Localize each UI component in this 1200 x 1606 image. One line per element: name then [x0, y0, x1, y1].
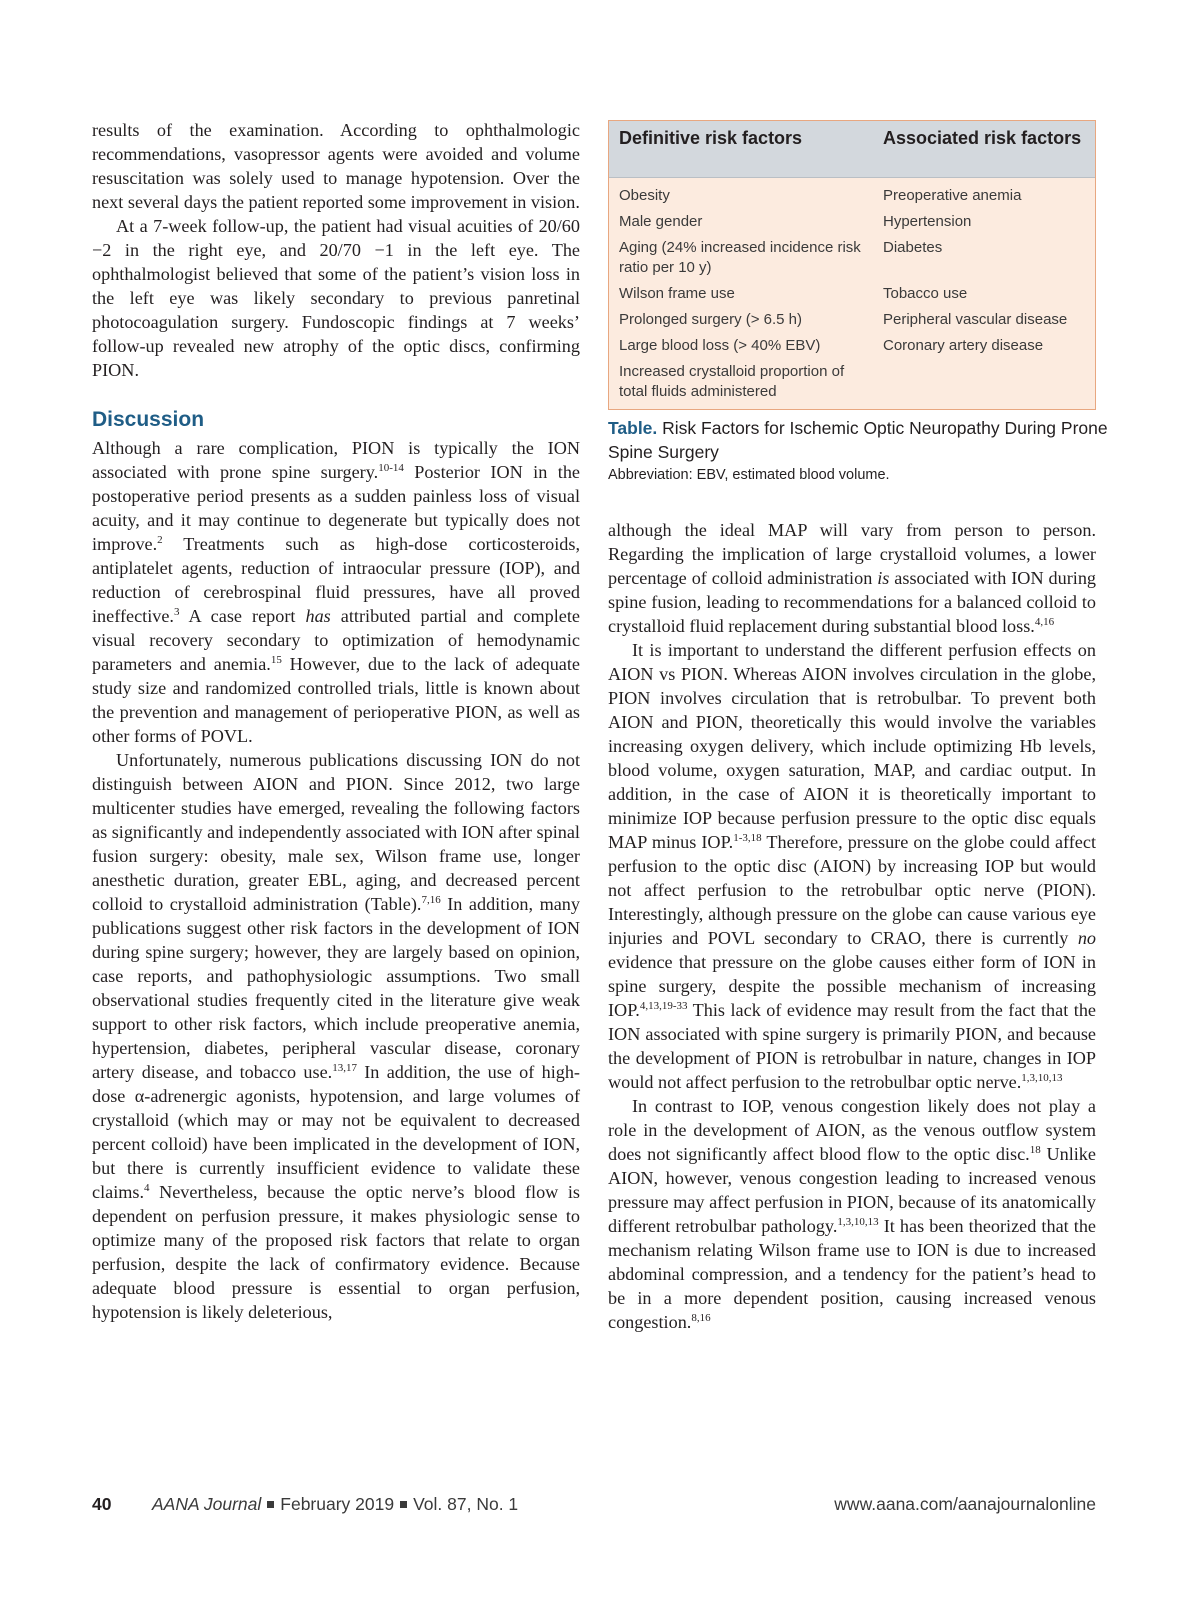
associated-risk-factor: Peripheral vascular disease	[883, 311, 1068, 328]
citation: 4,16	[1034, 616, 1055, 628]
table-abbreviation-note: Abbreviation: EBV, estimated blood volume.	[608, 467, 890, 483]
table-body	[609, 178, 1095, 406]
definitive-risk-factor: Aging (24% increased incidence risk ratio per 10 y)	[619, 239, 861, 276]
citation: 2	[157, 534, 163, 546]
citation: 8,16	[691, 1312, 711, 1324]
associated-risk-factor: Diabetes	[883, 239, 943, 256]
citation: 4	[144, 1182, 150, 1194]
citation: 4,13,19-33	[639, 1000, 688, 1012]
journal-citation	[152, 1494, 518, 1515]
associated-risk-factor: Tobacco use	[883, 285, 968, 302]
citation: 18	[1029, 1144, 1041, 1156]
table-caption	[608, 416, 1108, 464]
left-column	[92, 118, 580, 1324]
definitive-risk-factor: Obesity	[619, 187, 670, 204]
definitive-risk-factor: Increased crystalloid proportion of total fluids administered	[619, 363, 845, 400]
associated-risk-factor: Hypertension	[883, 213, 972, 230]
page-footer	[92, 1494, 1096, 1520]
associated-risk-factor: Preoperative anemia	[883, 187, 1022, 204]
citation: 15	[270, 654, 282, 666]
table-row	[609, 184, 1095, 210]
paragraph: Unfortunately, numerous publications discussing ION do not distinguish between AION and PION. Since 2012, two large multicenter studies have emerged, revealing the following factors as significantly and independently associated with ION after spinal fusion surgery: obesity, male sex, Wilson frame use, longer anesthetic duration, greater EBL, aging, and decreased percent colloid to crystalloid administration (Table).$^{7,16}$ In addition, many publications suggest other risk factors in the development of ION during spine surgery; however, they are largely based on opinion, case reports, and pathophysiologic assumptions. Two small observational studies frequently cited in the literature give weak support to other risk factors, which include preoperative anemia, hypertension, diabetes, peripheral vascular disease, coronary artery disease, and tobacco use.$^{13,17}$ In addition, the use of high-dose α-adrenergic agonists, hypotension, and large volumes of crystalloid (which may or may not be equivalent to decreased percent colloid) have been implicated in the development of ION, but there is currently insufficient evidence to validate these claims.$^4$ Nevertheless, because the optic nerve’s blood flow is dependent on perfusion pressure, it makes physiologic sense to optimize many of the proposed risk factors that relate to organ perfusion, despite the lack of confirmatory evidence. Because adequate blood pressure is essential to organ perfusion, hypotension is likely deleterious,	[92, 750, 580, 1322]
journal-name: AANA Journal	[152, 1494, 262, 1514]
table-row	[609, 282, 1095, 308]
table-caption-text: Risk Factors for Ischemic Optic Neuropathy During Prone Spine Surgery	[608, 418, 1108, 462]
citation: 1-3,18	[733, 832, 762, 844]
citation: 1,3,10,13	[837, 1216, 879, 1228]
definitive-risk-factor: Male gender	[619, 213, 703, 230]
page-number: 40	[92, 1494, 112, 1514]
square-bullet-icon	[400, 1501, 407, 1508]
journal-url: www.aana.com/aanajournalonline	[834, 1494, 1096, 1514]
table-caption-label: Table.	[608, 418, 658, 438]
paragraph: results of the examination. According to ophthalmologic recommendations, vasopressor agents were avoided and volume resuscitation was solely used to manage hypotension. Over the next several days the patient reported some improvement in vision.	[92, 120, 580, 212]
citation: 10-14	[378, 462, 404, 474]
citation: 13,17	[332, 1062, 357, 1074]
issue-date: February 2019	[280, 1494, 395, 1514]
citation: 7,16	[421, 894, 441, 906]
associated-risk-factor: Coronary artery disease	[883, 337, 1044, 354]
risk-factors-table	[608, 120, 1096, 410]
paragraph: In contrast to IOP, venous congestion likely does not play a role in the development of AION, as the venous outflow system does not significantly affect blood flow to the optic disc.$^{18}$ Unlike AION, however, venous congestion leading to increased venous pressure may affect perfusion in PION, because of its anatomically different retrobulbar pathology.$^{1,3,10,13}$ It has been theorized that the mechanism relating Wilson frame use to ION is due to increased abdominal compression, and a tendency for the patient’s head to be in a more dependent position, causing increased venous congestion.$^{8,16}$	[608, 1096, 1097, 1332]
definitive-risk-factor: Wilson frame use	[619, 285, 735, 302]
paragraph: Although a rare complication, PION is typically the ION associated with prone spine surgery.$^{10-14}$ Posterior ION in the postoperative period presents as a sudden painless loss of visual acuity, and it may continue to degenerate but typically does not improve.$^2$ Treatments such as high-dose corticosteroids, antiplatelet agents, reduction of intraocular pressure (IOP), and reduction of cerebrospinal fluid pressures, have all proved ineffective.$^3$ A case report has attributed partial and complete visual recovery secondary to optimization of hemodynamic parameters and anemia.$^{15}$ However, due to the lack of adequate study size and randomized controlled trials, little is known about the prevention and management of perioperative PION, as well as other forms of POVL.	[92, 438, 580, 746]
table-header-definitive: Definitive risk factors	[619, 128, 803, 148]
citation: 1,3,10,13	[1021, 1072, 1063, 1084]
table-row	[609, 360, 1095, 406]
citation: 3	[173, 606, 180, 618]
table-row	[609, 308, 1095, 334]
table-header-associated: Associated risk factors	[883, 128, 1082, 148]
table-row	[609, 210, 1095, 236]
paragraph: It is important to understand the different perfusion effects on AION vs PION. Whereas AION involves circulation in the globe, PION involves circulation that is retrobulbar. To prevent both AION and PION, theoretically this would involve the variables increasing oxygen delivery, which include optimizing Hb levels, blood volume, oxygen saturation, MAP, and cardiac output. In addition, in the case of AION it is theoretically important to minimize IOP because perfusion pressure to the optic disc equals MAP minus IOP.$^{1-3,18}$ Therefore, pressure on the globe could affect perfusion to the optic disc (AION) by increasing IOP but would not affect perfusion to the retrobulbar optic nerve (PION). Interestingly, although pressure on the globe can cause various eye injuries and POVL secondary to CRAO, there is currently no evidence that pressure on the globe causes either form of ION in spine surgery, despite the possible mechanism of increasing IOP.$^{4,13,19-33}$ This lack of evidence may result from the fact that the ION associated with spine surgery is primarily PION, and because the development of PION is retrobulbar in nature, changes in IOP would not affect perfusion to the retrobulbar optic nerve.$^{1,3,10,13}$	[608, 640, 1097, 1092]
issue-volume: Vol. 87, No. 1	[413, 1494, 519, 1514]
paragraph: although the ideal MAP will vary from person to person. Regarding the implication of large crystalloid volumes, a lower percentage of colloid administration is associated with ION during spine fusion, leading to recommendations for a balanced colloid to crystalloid fluid replacement during substantial blood loss.$^{4,16}$	[608, 520, 1097, 636]
table-row	[609, 236, 1095, 282]
table-header-row	[609, 121, 1095, 178]
right-column	[608, 518, 1096, 1334]
definitive-risk-factor: Prolonged surgery (> 6.5 h)	[619, 311, 803, 328]
paragraph: At a 7-week follow-up, the patient had visual acuities of 20/60 −2 in the right eye, and 20/70 −1 in the left eye. The ophthalmologist believed that some of the patient’s vision loss in the left eye was likely secondary to previous panretinal photocoagulation surgery. Fundoscopic findings at 7 weeks’ follow-up revealed new atrophy of the optic discs, confirming PION.	[92, 216, 580, 380]
square-bullet-icon	[267, 1501, 274, 1508]
definitive-risk-factor: Large blood loss (> 40% EBV)	[619, 337, 821, 354]
table-row	[609, 334, 1095, 360]
associated-risk-factor	[873, 360, 1095, 406]
section-heading-discussion: Discussion	[92, 408, 205, 431]
